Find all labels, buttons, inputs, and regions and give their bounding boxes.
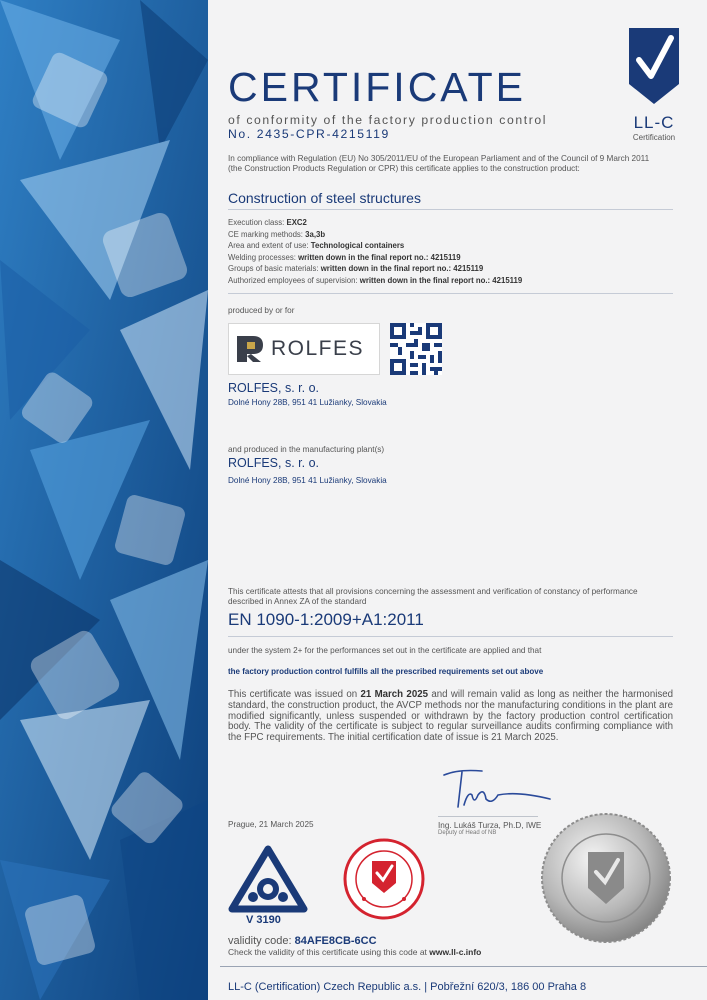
llc-logo-sub: Certification	[632, 133, 676, 142]
llc-logo	[625, 26, 683, 142]
spec-item: Groups of basic materials: written down in the final report no.: 4215119	[228, 264, 484, 274]
spec-list	[228, 217, 668, 287]
decorative-side-panel	[0, 0, 208, 1000]
footer-address: LL-C (Certification) Czech Republic a.s. | Pobřežní 620/3, 186 00 Praha 8	[228, 981, 587, 993]
signature-line	[438, 816, 538, 817]
spec-item: Authorized employees of supervision: written down in the final report no.: 4215119	[228, 275, 523, 285]
accreditation-triangle-icon	[228, 845, 308, 917]
signatory-role: Deputy of Head of NB	[438, 830, 497, 836]
manufacturer-logo-text: ROLFES	[271, 337, 365, 360]
checkmark-shield-icon	[625, 26, 683, 106]
accreditation-code: V 3190	[246, 914, 281, 926]
qr-code-icon	[390, 323, 442, 375]
fpc-text: the factory production control fulfills all the prescribed requirements set out above	[228, 667, 544, 676]
validity-code: 84AFE8CB-6CC	[294, 935, 377, 947]
llc-logo-text: LL-C	[633, 113, 675, 132]
product-title: Construction of steel structures	[228, 190, 421, 206]
signatory-name: Ing. Lukáš Turza, Ph.D, IWE	[438, 821, 542, 830]
certificate-subtitle: of conformity of the factory production control	[228, 113, 548, 127]
notified-body-seal-icon	[342, 837, 426, 921]
footer-divider	[220, 966, 707, 967]
validity-url-link[interactable]: www.ll-c.info	[429, 947, 482, 957]
plant-address: Dolné Hony 28B, 951 41 Lužianky, Slovakia	[228, 476, 387, 485]
divider	[228, 293, 673, 294]
quality-seal-icon	[538, 810, 674, 946]
standard-title: EN 1090-1:2009+A1:2011	[228, 610, 424, 629]
spec-item: CE marking methods: 3a,3b	[228, 229, 326, 239]
plant-name: ROLFES, s. r. o.	[228, 456, 319, 470]
divider	[228, 209, 673, 210]
rolfes-r-icon	[235, 334, 265, 364]
certificate-number: No. 2435-CPR-4215119	[228, 127, 390, 141]
spec-item: Execution class: EXC2	[228, 218, 307, 227]
validity-check-line: Check the validity of this certificate using this code at www.ll-c.info	[228, 947, 482, 957]
divider	[228, 636, 673, 637]
produced-by-label: produced by or for	[228, 306, 295, 315]
spec-item: Welding processes: written down in the final report no.: 4215119	[228, 252, 461, 262]
signature-graphic	[438, 765, 558, 815]
system-text: under the system 2+ for the performances set out in the certificate are applied and that	[228, 646, 542, 655]
abstract-pattern-graphic	[0, 0, 208, 1000]
manufacturer-address: Dolné Hony 28B, 951 41 Lužianky, Slovakia	[228, 398, 387, 407]
qr-code[interactable]	[390, 323, 442, 375]
spec-item: Area and extent of use: Technological containers	[228, 241, 405, 251]
attest-text: This certificate attests that all provisions concerning the assessment and verification of constancy of performance described in Annex ZA of the standard	[228, 587, 638, 606]
regulation-intro: In compliance with Regulation (EU) No 305/2011/EU of the European Parliament and of the Council of 9 March 2011 (the Construction Products Regulation or CPR) this certificate applies to the construction product:	[228, 154, 650, 173]
manufacturer-name: ROLFES, s. r. o.	[228, 381, 319, 395]
issue-paragraph: This certificate was issued on 21 March 2025 and will remain valid as long as neither the harmonised standard, the construction product, the AVCP methods nor the manufacturing conditions in the plant are modified significantly, unless suspended or withdrawn by the factory production control certification body. The validity of the certificate is subject to regular surveillance audits confirming compliance with the FPC requirements. The initial certification date of issue is 21 March 2025.	[228, 689, 673, 744]
manufacturer-logo	[228, 323, 380, 375]
plant-label: and produced in the manufacturing plant(s)	[228, 445, 385, 454]
place-date: Prague, 21 March 2025	[228, 820, 314, 829]
certificate-title: CERTIFICATE	[228, 64, 526, 110]
validity-line: validity code: 84AFE8CB-6CC	[228, 935, 377, 947]
